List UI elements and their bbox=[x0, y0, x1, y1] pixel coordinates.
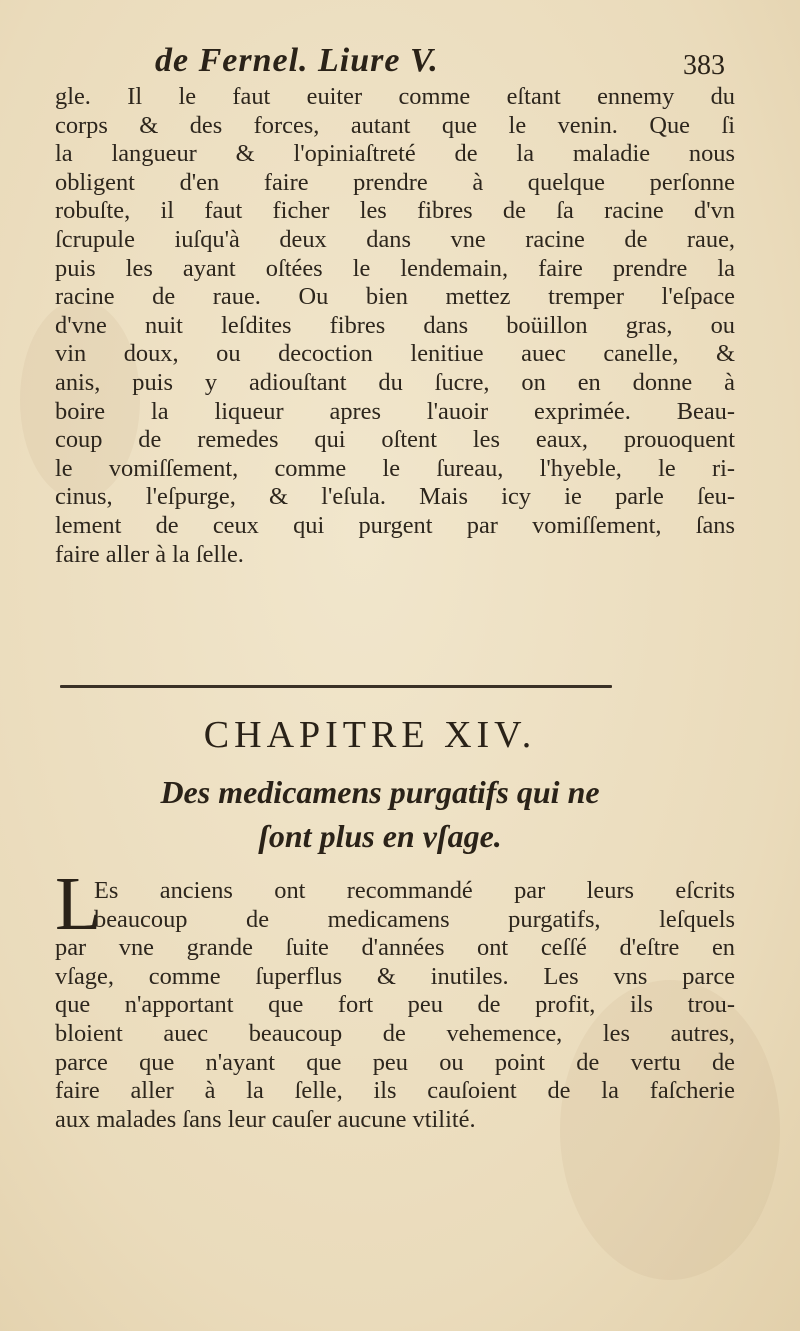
text-line: cinus, l'eſpurge, & l'eſula. Mais icy ie parle ſeu- bbox=[55, 483, 735, 511]
text-line: coup de remedes qui oſtent les eaux, prouoquent bbox=[55, 426, 735, 454]
text-line: faire aller à la ſelle, ils cauſoient de la faſcherie bbox=[55, 1077, 735, 1105]
text-line: obligent d'en faire prendre à quelque perſonne bbox=[55, 168, 735, 196]
text-line: bloient auec beaucoup de vehemence, les autres, bbox=[55, 1019, 735, 1047]
text-line: gle. Il le faut euiter comme eſtant ennemy du bbox=[55, 83, 735, 110]
drop-cap: L bbox=[55, 862, 102, 946]
text-line: robuſte, il faut ficher les fibres de ſa racine d'vn bbox=[55, 197, 735, 225]
chapter-paragraph bbox=[55, 877, 735, 1134]
text-line: parce que n'ayant que peu ou point de vertu de bbox=[55, 1048, 735, 1076]
text-line: lement de ceux qui purgent par vomiſſement, ſans bbox=[55, 511, 735, 539]
text-line: beaucoup de medicamens purgatifs, leſquels bbox=[94, 905, 735, 933]
text-line: boire la liqueur apres l'auoir exprimée. Beau- bbox=[55, 397, 735, 425]
text-line: la langueur & l'opiniaſtreté de la maladie nous bbox=[55, 140, 735, 168]
text-line: racine de raue. Ou bien mettez tremper l'eſpace bbox=[55, 283, 735, 311]
text-line: d'vne nuit leſdites fibres dans boüillon gras, ou bbox=[55, 311, 735, 339]
text-line: par vne grande ſuite d'années ont ceſſé d'eſtre en bbox=[55, 934, 735, 962]
running-head: de Fernel. Liure V. bbox=[155, 42, 439, 79]
text-line: ſcrupule iuſqu'à deux dans vne racine de raue, bbox=[55, 225, 735, 253]
text-line: anis, puis y adiouſtant du ſucre, on en donne à bbox=[55, 368, 735, 396]
text-line: vin doux, ou decoction lenitiue auec canelle, & bbox=[55, 340, 735, 368]
text-line: Es anciens ont recommandé par leurs eſcrits bbox=[94, 877, 735, 904]
text-line: aux malades ſans leur cauſer aucune vtilité. bbox=[55, 1105, 476, 1133]
text-line: faire aller à la ſelle. bbox=[55, 540, 244, 568]
text-line: puis les ayant oſtées le lendemain, faire prendre la bbox=[55, 254, 735, 282]
text-line: que n'apportant que fort peu de profit, ils trou- bbox=[55, 991, 735, 1019]
chapter-subtitle-line: ſont plus en vſage. bbox=[258, 818, 502, 854]
section-divider bbox=[60, 685, 612, 688]
chapter-subtitle bbox=[0, 770, 800, 858]
page-number: 383 bbox=[683, 50, 725, 81]
chapter-subtitle-line: Des medicamens purgatifs qui ne bbox=[160, 774, 600, 810]
paragraph-continuation bbox=[55, 83, 735, 569]
text-line: vſage, comme ſuperflus & inutiles. Les vns parce bbox=[55, 962, 735, 990]
chapter-title: CHAPITRE XIV. bbox=[203, 714, 537, 756]
text-line: le vomiſſement, comme le ſureau, l'hyeble, le ri- bbox=[55, 454, 735, 482]
text-line: corps & des forces, autant que le venin. Que ſi bbox=[55, 111, 735, 139]
